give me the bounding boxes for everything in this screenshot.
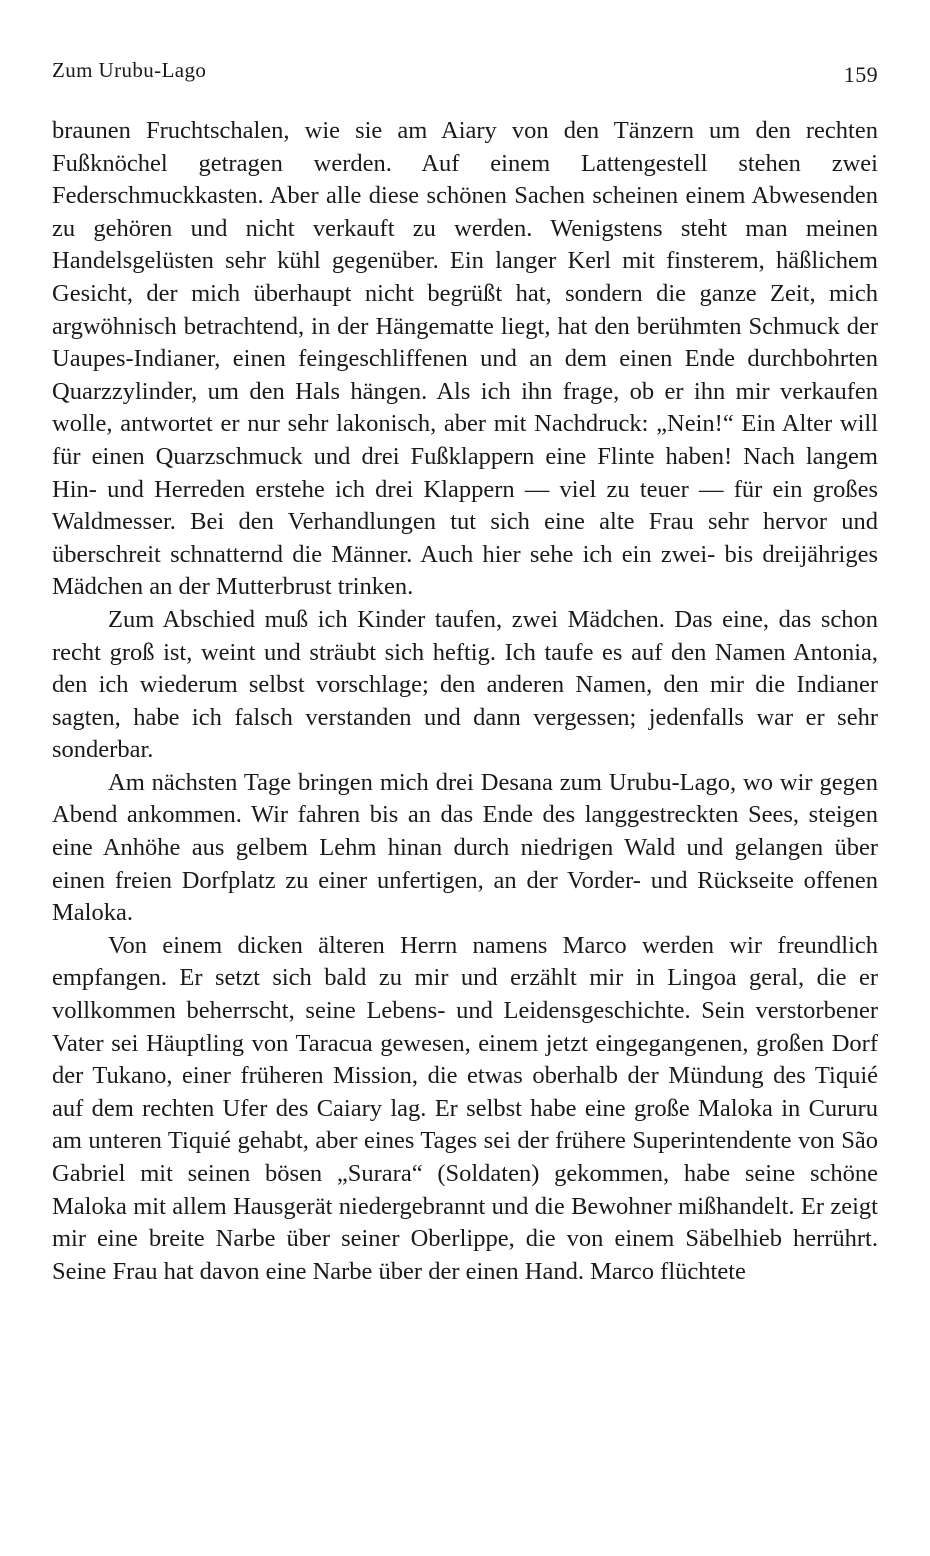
- running-head: [52, 58, 878, 88]
- paragraph-4: Von einem dicken älteren Herrn namens Marco werden wir freundlich empfangen. Er setzt sich bald zu mir und erzählt mir in Lingoa geral, die er vollkommen beherrscht, seine Lebens- und Leidensgeschichte. Sein verstorbener Vater sei Häuptling von Taracua gewesen, einem jetzt eingegangenen, großen Dorf der Tukano, einer früheren Mission, die etwas oberhalb der Mündung des Tiquié auf dem rechten Ufer des Caiary lag. Er selbst habe eine große Maloka in Cururu am unteren Tiquié gehabt, aber eines Tages sei der frühere Superintendente von São Gabriel mit seinen bösen „Surara“ (Soldaten) gekommen, habe seine schöne Maloka mit allem Hausgerät niedergebrannt und die Bewohner mißhandelt. Er zeigt mir eine breite Narbe über seiner Oberlippe, die von einem Säbelhieb herrührt. Seine Frau hat davon eine Narbe über der einen Hand. Marco flüchtete: [52, 931, 878, 1285]
- page-number: 159: [843, 62, 878, 87]
- paragraph-2: Zum Abschied muß ich Kinder taufen, zwei Mädchen. Das eine, das schon recht groß ist, weint und sträubt sich heftig. Ich taufe es auf den Namen Antonia, den ich wiederum selbst vorschlage; den anderen Namen, den mir die Indianer sagten, habe ich falsch verstanden und dann vergessen; jedenfalls war er sehr sonderbar.: [52, 605, 878, 764]
- body-text: [52, 115, 878, 1288]
- running-title: Zum Urubu-Lago: [52, 58, 207, 82]
- paragraph-1: braunen Fruchtschalen, wie sie am Aiary von den Tänzern um den rechten Fußknöchel getragen werden. Auf einem Lattengestell stehen zwei Federschmuckkasten. Aber alle diese schönen Sachen scheinen einem Abwesenden zu gehören und nicht verkauft zu werden. Wenigstens steht man meinen Handelsgelüsten sehr kühl gegenüber. Ein langer Kerl mit finsterem, häßlichem Gesicht, der mich überhaupt nicht begrüßt hat, sondern die ganze Zeit, mich argwöhnisch betrachtend, in der Hängematte liegt, hat den berühmten Schmuck der Uaupes-Indianer, einen feingeschliffenen und an dem einen Ende durchbohrten Quarzzylinder, um den Hals hängen. Als ich ihn frage, ob er ihn mir verkaufen wolle, antwortet er nur sehr lakonisch, aber mit Nachdruck: „Nein!“ Ein Alter will für einen Quarzschmuck und drei Fußklappern eine Flinte haben! Nach langem Hin- und Herreden erstehe ich drei Klappern — viel zu teuer — für ein großes Waldmesser. Bei den Verhandlungen tut sich eine alte Frau sehr hervor und überschreit schnatternd die Männer. Auch hier sehe ich ein zwei- bis dreijähriges Mädchen an der Mutterbrust trinken.: [52, 117, 878, 601]
- paragraph-3: Am nächsten Tage bringen mich drei Desana zum Urubu-Lago, wo wir gegen Abend ankommen. Wir fahren bis an das Ende des langgestreckten Sees, steigen eine Anhöhe aus gelbem Lehm hinan durch niedrigen Wald und gelangen über einen freien Dorfplatz zu einer unfertigen, an der Vorder- und Rückseite offenen Maloka.: [52, 768, 878, 927]
